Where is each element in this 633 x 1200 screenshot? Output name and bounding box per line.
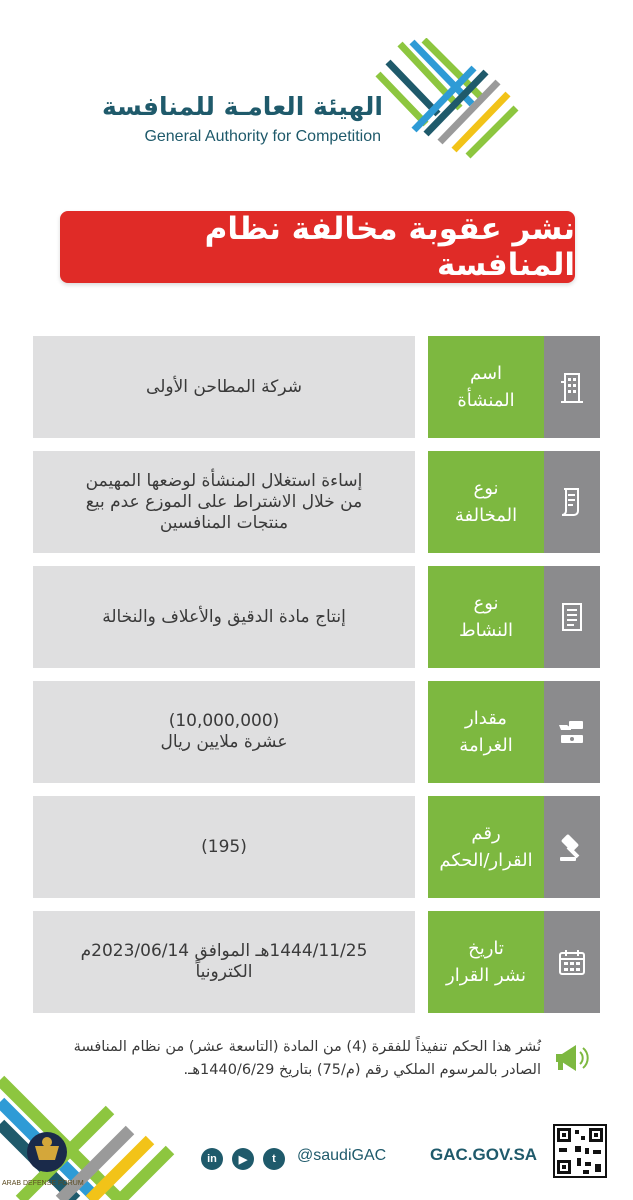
calendar-icon: [544, 911, 600, 1013]
row-value: (10,000,000) عشرة ملايين ريال: [33, 681, 415, 783]
row-label: اسم المنشأة: [428, 336, 544, 438]
page-title: نشر عقوبة مخالفة نظام المنافسة: [60, 211, 575, 283]
row-publish-date: [33, 911, 600, 1013]
social-handle[interactable]: @saudiGAC: [297, 1147, 387, 1164]
youtube-icon[interactable]: ▶: [232, 1148, 254, 1170]
logo-arabic-text: الهيئة العامـة للمنافسة: [102, 92, 383, 121]
document-icon: [544, 566, 600, 668]
document-scroll-icon: [544, 451, 600, 553]
watermark-text: ARAB DEFENSE FORUM: [2, 1180, 84, 1187]
linkedin-icon[interactable]: in: [201, 1148, 223, 1170]
row-label: رقم القرار/الحكم: [428, 796, 544, 898]
row-value: 1444/11/25هـ الموافق 2023/06/14م الكترونياً: [33, 911, 415, 1013]
gavel-icon: [544, 796, 600, 898]
row-activity-type: [33, 566, 600, 668]
row-value: إنتاج مادة الدقيق والأعلاف والنخالة: [33, 566, 415, 668]
row-label: تاريخ نشر القرار: [428, 911, 544, 1013]
qr-code: [553, 1124, 607, 1178]
gac-logo-mark: [368, 38, 523, 163]
logo-english-text: General Authority for Competition: [144, 128, 381, 145]
row-value: إساءة استغلال المنشأة لوضعها المهيمن من خلال الاشتراط على الموزع عدم بيع منتجات المنافسين: [33, 451, 415, 553]
money-hand-icon: [544, 681, 600, 783]
row-decision-number: [33, 796, 600, 898]
website-link[interactable]: GAC.GOV.SA: [430, 1145, 538, 1164]
legal-note: نُشر هذا الحكم تنفيذاً للفقرة (4) من المادة (التاسعة عشر) من نظام المنافسة الصادر بالمرسوم الملكي رقم (م/75) بتاريخ 1440/6/29هـ.: [73, 1039, 541, 1078]
building-icon: [544, 336, 600, 438]
row-label: نوع النشاط: [428, 566, 544, 668]
row-violation-type: [33, 451, 600, 553]
row-label: نوع المخالفة: [428, 451, 544, 553]
row-value: شركة المطاحن الأولى: [33, 336, 415, 438]
row-entity-name: [33, 336, 600, 438]
row-fine-amount: [33, 681, 600, 783]
twitter-icon[interactable]: t: [263, 1148, 285, 1170]
forum-logo: [20, 1128, 74, 1180]
row-label: مقدار الغرامة: [428, 681, 544, 783]
row-value: (195): [33, 796, 415, 898]
megaphone-icon: [550, 1040, 590, 1076]
